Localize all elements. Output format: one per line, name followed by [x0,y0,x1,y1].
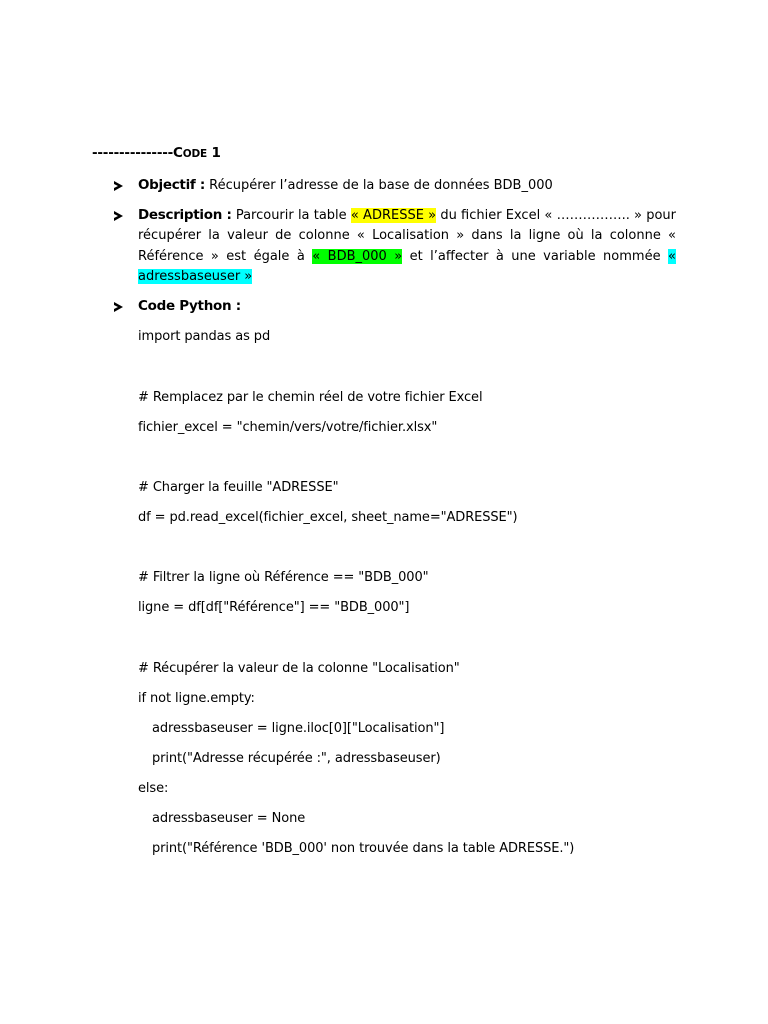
heading-title-rest: ODE [182,148,207,160]
description-item [138,205,676,288]
code-line: adressbaseuser = ligne.iloc[0]["Localisation"] [152,721,445,736]
highlight-reference: « BDB_000 » [312,248,403,264]
code-line: if not ligne.empty: [138,691,255,706]
section-heading [92,145,221,161]
heading-dashes: --------------- [92,145,174,161]
objectif-label: Objectif : [138,177,205,193]
code-line: # Récupérer la valeur de la colonne "Localisation" [138,661,460,676]
description-part1: Parcourir la table [235,208,347,223]
heading-number: 1 [211,145,221,161]
code-line: import pandas as pd [138,329,271,344]
code-line: df = pd.read_excel(fichier_excel, sheet_name="ADRESSE") [138,510,518,525]
code-line: print("Référence 'BDB_000' non trouvée dans la table ADRESSE.") [152,841,575,856]
code-python-label: Code Python : [138,298,241,314]
code-line: print("Adresse récupérée :", adressbaseuser) [152,751,441,766]
highlight-variable: « adressbaseuser » [138,248,676,285]
code-line: fichier_excel = "chemin/vers/votre/fichier.xlsx" [138,420,438,435]
code-line: # Remplacez par le chemin réel de votre fichier Excel [138,390,483,405]
objectif-item [138,175,676,196]
highlight-table-name: « ADRESSE » [350,208,437,223]
code-line: else: [138,781,169,796]
bullet-description [114,207,123,227]
description-part3: et l’affecter à une variable nommée [409,248,661,264]
arrowhead-bullet-icon [114,302,123,312]
code-python-item [138,296,676,317]
arrowhead-bullet-icon [114,181,123,191]
code-line: adressbaseuser = None [152,811,306,826]
description-label: Description : [138,207,232,223]
heading-title-initial: C [173,145,183,161]
bullet-code-python [114,298,123,318]
bullet-objectif [114,177,123,197]
description-part2: du fichier Excel « …………….. » pour récupérer la valeur de colonne « Localisation » dans la ligne où la colonne « Référence » est égale à [138,208,676,264]
code-line: # Charger la feuille "ADRESSE" [138,480,339,495]
objectif-text: Récupérer l’adresse de la base de données BDB_000 [209,178,553,193]
arrowhead-bullet-icon [114,211,123,221]
code-line: ligne = df[df["Référence"] == "BDB_000"] [138,600,410,615]
code-line: # Filtrer la ligne où Référence == "BDB_000" [138,570,429,585]
